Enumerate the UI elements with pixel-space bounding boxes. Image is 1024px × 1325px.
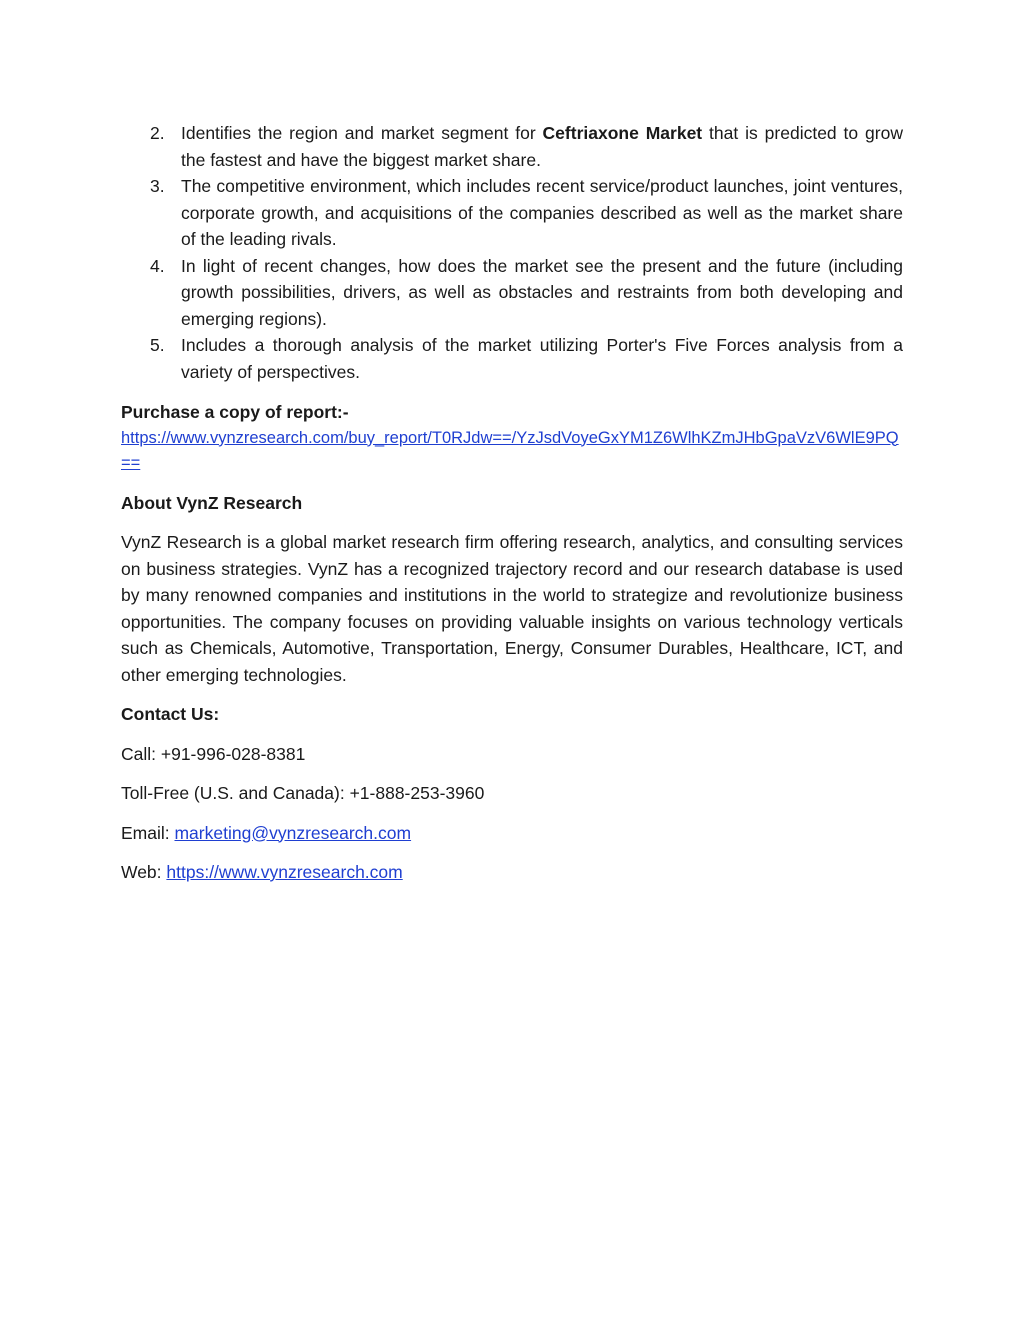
- website-link[interactable]: https://www.vynzresearch.com: [166, 862, 403, 882]
- purchase-heading: Purchase a copy of report:-: [121, 402, 349, 422]
- market-name: Ceftriaxone Market: [542, 123, 703, 143]
- list-item: [121, 173, 903, 253]
- list-item-number: 2.: [150, 123, 165, 143]
- contact-email-line: [121, 820, 903, 847]
- list-item-text: that is predicted to grow the fastest and have the biggest market share.: [181, 123, 903, 170]
- about-heading: About VynZ Research: [121, 492, 303, 513]
- list-item-text: The competitive environment, which includes recent service/product launches, joint ventures, corporate growth, and acquisitions of the companies described as well as the market share of the leading rivals.: [181, 176, 903, 249]
- list-item-text: In light of recent changes, how does the market see the present and the future (including growth possibilities, drivers, as well as obstacles and restraints from both developing and emerging regions).: [181, 255, 903, 329]
- list-item-text: Includes a thorough analysis of the market utilizing Porter's Five Forces analysis from a variety of perspectives.: [181, 335, 903, 382]
- list-item-number: 5.: [150, 335, 165, 355]
- contact-heading: Contact Us:: [121, 704, 220, 724]
- contact-tollfree: Toll-Free (U.S. and Canada): +1-888-253-3960: [121, 783, 485, 803]
- purchase-section: [121, 399, 903, 476]
- findings-list: [121, 120, 903, 385]
- contact-web-line: [121, 859, 903, 886]
- web-label: Web:: [121, 862, 167, 882]
- list-item-number: 3.: [150, 176, 165, 196]
- list-item: [121, 120, 903, 173]
- list-item-text: Identifies the region and market segment for: [181, 123, 543, 143]
- list-item: [121, 253, 903, 333]
- list-item: [121, 332, 903, 385]
- purchase-report-link[interactable]: https://www.vynzresearch.com/buy_report/T0RJdw==/YzJsdVoyeGxYM1Z6WlhKZmJHbGpaVzV6WlE9PQ==: [121, 428, 899, 472]
- document-content: [121, 120, 903, 886]
- about-paragraph: VynZ Research is a global market research firm offering research, analytics, and consulting services on business strategies. VynZ has a recognized trajectory record and our research database is used by many renowned companies and institutions in the world to strategize and revolutionize business opportunities. The company focuses on providing valuable insights on various technology verticals such as Chemicals, Automotive, Transportation, Energy, Consumer Durables, Healthcare, ICT, and other emerging technologies.: [121, 532, 903, 685]
- list-item-number: 4.: [150, 255, 165, 276]
- email-link[interactable]: marketing@vynzresearch.com: [174, 822, 412, 843]
- contact-call: Call: +91-996-028-8381: [121, 743, 306, 764]
- email-label: Email:: [121, 822, 175, 843]
